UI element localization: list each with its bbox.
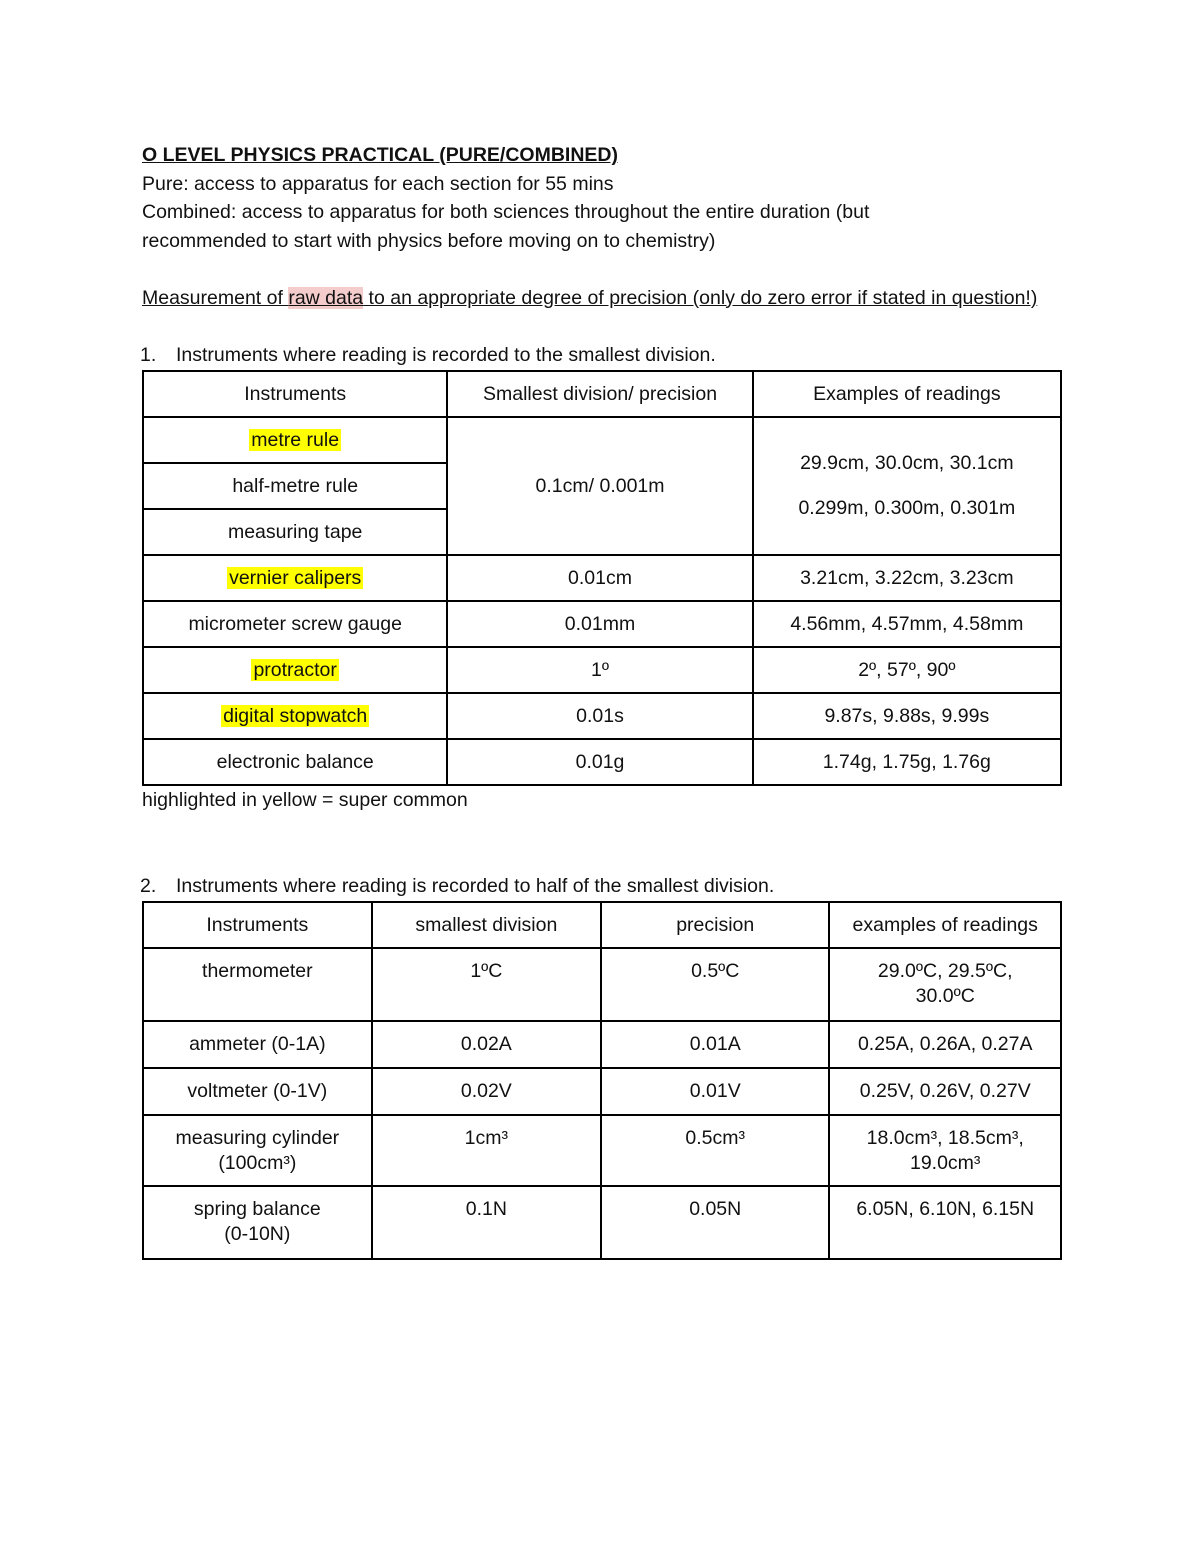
blank-line: [142, 312, 1062, 341]
table-row: [143, 948, 1061, 1021]
table-header-cell: examples of readings: [829, 902, 1061, 948]
table-header-row: [143, 902, 1061, 948]
examples-cell: 9.87s, 9.88s, 9.99s: [753, 693, 1061, 739]
instrument-cell: [143, 417, 447, 463]
half-division-table: [142, 901, 1062, 1260]
instrument-cell: voltmeter (0-1V): [143, 1068, 372, 1115]
table-row: [143, 647, 1061, 693]
instrument-cell: measuring cylinder (100cm³): [143, 1115, 372, 1186]
examples-cell: 2º, 57º, 90º: [753, 647, 1061, 693]
division-cell: 0.1N: [372, 1186, 601, 1259]
examples-cell: 0.25A, 0.26A, 0.27A: [829, 1021, 1061, 1068]
instrument-cell: measuring tape: [143, 509, 447, 555]
table-row: [143, 1068, 1061, 1115]
precision-cell: 0.05N: [601, 1186, 829, 1259]
division-cell: 1ºC: [372, 948, 601, 1021]
instrument-name: digital stopwatch: [223, 704, 368, 727]
instrument-cell: micrometer screw gauge: [143, 601, 447, 647]
division-cell: 0.02A: [372, 1021, 601, 1068]
highlight-legend-note: highlighted in yellow = super common: [142, 789, 468, 811]
smallest-division-table: [142, 370, 1062, 786]
document-title: O LEVEL PHYSICS PRACTICAL (PURE/COMBINED): [142, 144, 618, 166]
table-header-cell: Instruments: [143, 902, 372, 948]
instrument-cell: spring balance (0-10N): [143, 1186, 372, 1259]
instrument-cell: [143, 555, 447, 601]
precision-cell: 0.01cm: [447, 555, 752, 601]
intro-combined-line1: Combined: access to apparatus for both sciences throughout the entire duration (but: [142, 201, 870, 223]
table-row: [143, 739, 1061, 785]
document-page: [142, 141, 1062, 1260]
subheading-highlight: raw data: [288, 286, 364, 309]
subheading-text-before: Measurement of: [142, 286, 289, 309]
instrument-cell: ammeter (0-1A): [143, 1021, 372, 1068]
section2-number: 2.: [140, 874, 157, 897]
table-row: [143, 1021, 1061, 1068]
measurement-subheading: [142, 284, 1042, 313]
table-header-cell: Instruments: [143, 371, 447, 417]
examples-cell: 18.0cm³, 18.5cm³, 19.0cm³: [829, 1115, 1061, 1186]
precision-cell: 0.01A: [601, 1021, 829, 1068]
precision-cell: 0.1cm/ 0.001m: [447, 417, 752, 555]
precision-cell: 0.5cm³: [601, 1115, 829, 1186]
table-header-row: [143, 371, 1061, 417]
table-header-cell: Smallest division/ precision: [447, 371, 752, 417]
table-header-cell: smallest division: [372, 902, 601, 948]
examples-line: 29.9cm, 30.0cm, 30.1cm: [800, 452, 1014, 474]
examples-cell: 6.05N, 6.10N, 6.15N: [829, 1186, 1061, 1259]
table-header-cell: Examples of readings: [753, 371, 1061, 417]
table-row: [143, 601, 1061, 647]
blank-line: [142, 815, 1062, 844]
intro-pure: Pure: access to apparatus for each section for 55 mins: [142, 172, 614, 195]
division-cell: 0.02V: [372, 1068, 601, 1115]
instrument-cell: electronic balance: [143, 739, 447, 785]
examples-cell: 0.25V, 0.26V, 0.27V: [829, 1068, 1061, 1115]
precision-cell: 0.01mm: [447, 601, 752, 647]
examples-cell: 4.56mm, 4.57mm, 4.58mm: [753, 601, 1061, 647]
table-row: [143, 1115, 1061, 1186]
section1-heading: [106, 341, 1062, 370]
table-row: [143, 555, 1061, 601]
examples-cell: 1.74g, 1.75g, 1.76g: [753, 739, 1061, 785]
precision-cell: 0.01s: [447, 693, 752, 739]
precision-cell: 0.01g: [447, 739, 752, 785]
instrument-cell: [143, 693, 447, 739]
examples-cell: [753, 417, 1061, 555]
section2-heading: [106, 872, 1062, 901]
precision-cell: 0.01V: [601, 1068, 829, 1115]
instrument-cell: half-metre rule: [143, 463, 447, 509]
blank-line: [142, 843, 1062, 872]
table-row: [143, 693, 1061, 739]
examples-line: 0.299m, 0.300m, 0.301m: [798, 497, 1016, 519]
intro-combined-line2: recommended to start with physics before moving on to chemistry): [142, 229, 716, 252]
blank-line: [142, 255, 1062, 284]
examples-cell: 29.0ºC, 29.5ºC, 30.0ºC: [829, 948, 1061, 1021]
section1-heading-text: Instruments where reading is recorded to the smallest division.: [176, 343, 716, 366]
division-cell: 1cm³: [372, 1115, 601, 1186]
table-header-cell: precision: [601, 902, 829, 948]
instrument-cell: [143, 647, 447, 693]
instrument-name: protractor: [253, 658, 337, 681]
table-row: [143, 1186, 1061, 1259]
instrument-name: vernier calipers: [229, 566, 362, 589]
section1-number: 1.: [140, 343, 157, 366]
section2-heading-text: Instruments where reading is recorded to half of the smallest division.: [176, 874, 775, 897]
precision-cell: 0.5ºC: [601, 948, 829, 1021]
precision-cell: 1º: [447, 647, 752, 693]
table-row: [143, 417, 1061, 463]
examples-cell: 3.21cm, 3.22cm, 3.23cm: [753, 555, 1061, 601]
instrument-name: metre rule: [251, 428, 340, 451]
instrument-cell: thermometer: [143, 948, 372, 1021]
subheading-text-after: to an appropriate degree of precision (only do zero error if stated in question!): [363, 286, 1038, 309]
